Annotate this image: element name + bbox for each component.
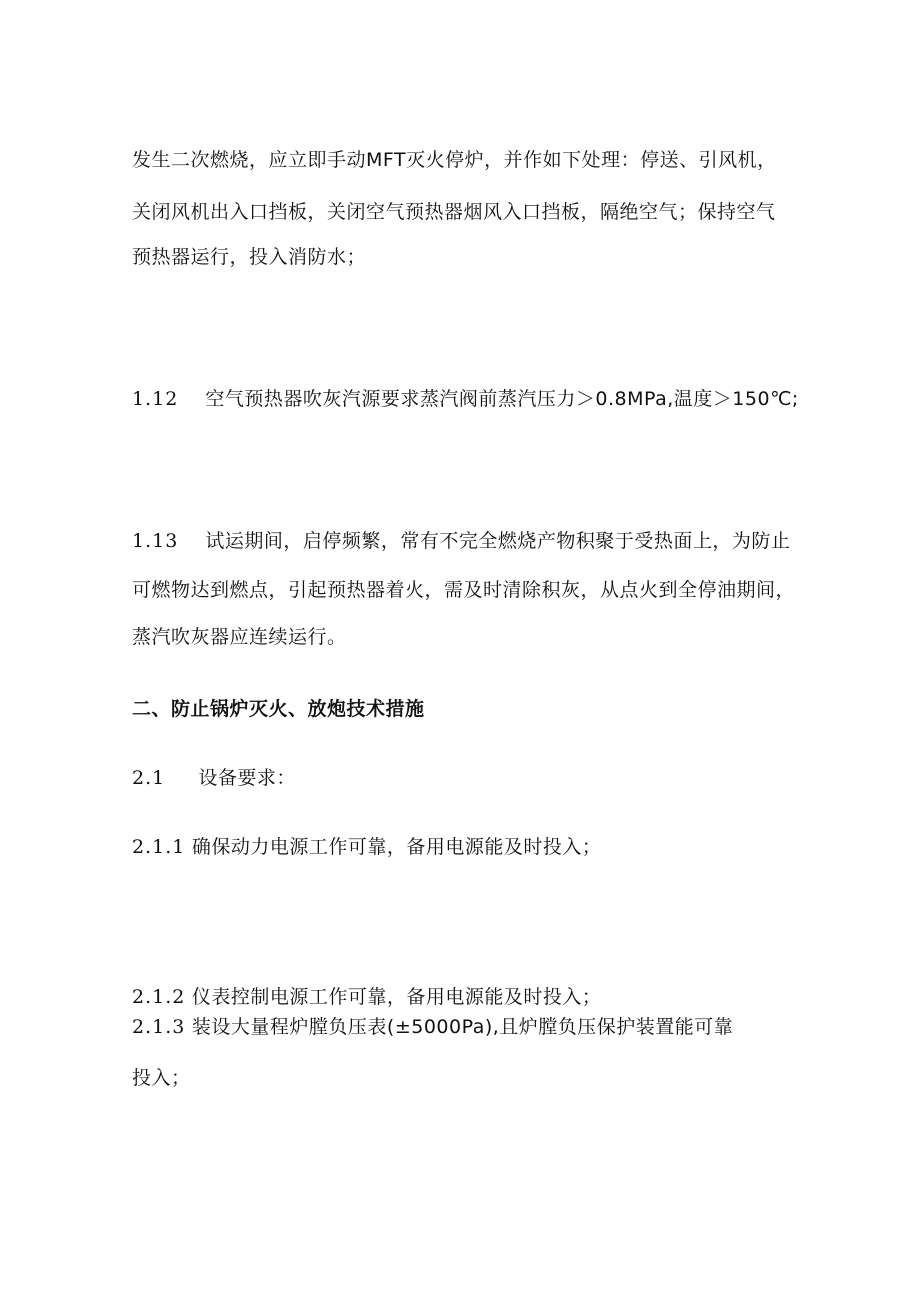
- item-number: 1.13: [132, 530, 179, 552]
- item-2-1-2: [132, 985, 601, 1009]
- section-heading: 二、防止锅炉灭火、放炮技术措施: [132, 698, 425, 720]
- item-1-12: [132, 387, 799, 411]
- item-number: 2.1.2: [132, 986, 186, 1008]
- paragraph-line: 投入；: [132, 1067, 191, 1089]
- paragraph-line: 可燃物达到燃点，引起预热器着火，需及时清除积灰，从点火到全停油期间，: [132, 579, 796, 601]
- paragraph-line: 发生二次燃烧，应立即手动MFT灭火停炉，并作如下处理：停送、引风机，: [132, 149, 777, 171]
- item-text: 试运期间，启停频繁，常有不完全燃烧产物积聚于受热面上，为防止: [205, 530, 791, 552]
- item-text: 空气预热器吹灰汽源要求蒸汽阀前蒸汽压力＞0.8MPa,温度＞150℃;: [205, 388, 799, 410]
- item-number: 2.1: [132, 767, 166, 789]
- paragraph-line: 蒸汽吹灰器应连续运行。: [132, 626, 347, 648]
- item-2-1-1: [132, 835, 601, 859]
- item-2-1-3: [132, 1015, 733, 1039]
- item-text: 仪表控制电源工作可靠，备用电源能及时投入；: [191, 986, 602, 1008]
- paragraph-line: 预热器运行，投入消防水；: [132, 246, 367, 268]
- item-number: 2.1.3: [132, 1016, 186, 1038]
- item-number: 2.1.1: [132, 836, 186, 858]
- item-text: 装设大量程炉膛负压表(±5000Pa),且炉膛负压保护装置能可靠: [191, 1016, 734, 1038]
- paragraph-line: 关闭风机出入口挡板，关闭空气预热器烟风入口挡板，隔绝空气；保持空气: [132, 201, 776, 223]
- item-number: 1.12: [132, 388, 179, 410]
- item-text: 设备要求：: [198, 767, 296, 789]
- item-text: 确保动力电源工作可靠，备用电源能及时投入；: [191, 836, 602, 858]
- item-1-13: [132, 529, 790, 553]
- item-2-1: [132, 766, 296, 790]
